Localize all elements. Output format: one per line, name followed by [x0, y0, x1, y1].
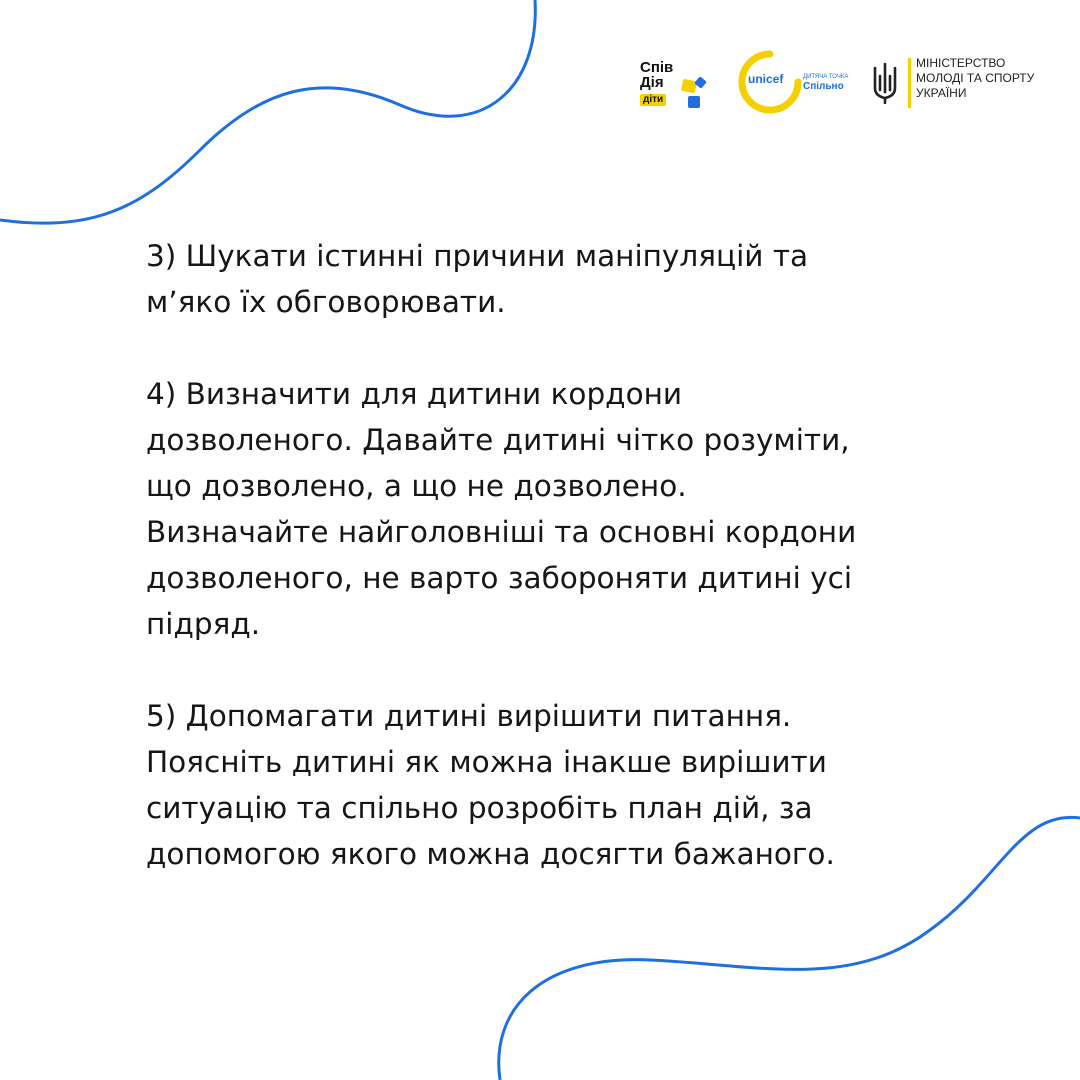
unicef-name: Спільно [803, 81, 844, 92]
ministry-line1: МІНІСТЕРСТВО [916, 56, 1006, 70]
spivdiia-logo [638, 58, 700, 114]
tip-3: 3) Шукати істинні причини маніпуляцій та м’яко їх обговорювати. [146, 239, 809, 319]
unicef-logo [738, 50, 848, 120]
spivdiia-line1: Спів [640, 59, 674, 76]
blue-square-icon [688, 96, 700, 108]
spivdiia-line2: Дія [640, 74, 664, 91]
top-wave-line [0, 0, 535, 223]
unicef-wordmark: unicef [748, 72, 784, 86]
trident-icon [870, 62, 900, 104]
unicef-tagline: ДИТЯЧА ТОЧКА [803, 74, 849, 80]
ministry-line3: УКРАЇНИ [916, 86, 967, 100]
tip-4: 4) Визначити для дитини кордони дозволеного. Давайте дитині чітко розуміти, що дозволено, а що не дозволено. Визначайте найголовніші та основні кордони дозволеного, не варто забороняти дитині усі підряд. [146, 377, 857, 641]
tip-5: 5) Допомагати дитині вирішити питання. Поясніть дитині як можна інакше вирішити ситуацію та спільно розробіть план дій, за допомогою якого можна досягти бажаного. [146, 699, 835, 871]
ministry-logo [870, 56, 1050, 116]
tips-text [146, 233, 966, 923]
ministry-line2: МОЛОДІ ТА СПОРТУ [916, 71, 1035, 85]
ministry-name [916, 56, 1034, 101]
ministry-divider [908, 58, 911, 108]
partner-logos [630, 50, 1050, 120]
spivdiia-line3: діти [640, 94, 666, 106]
blue-diamond-icon [694, 76, 707, 89]
